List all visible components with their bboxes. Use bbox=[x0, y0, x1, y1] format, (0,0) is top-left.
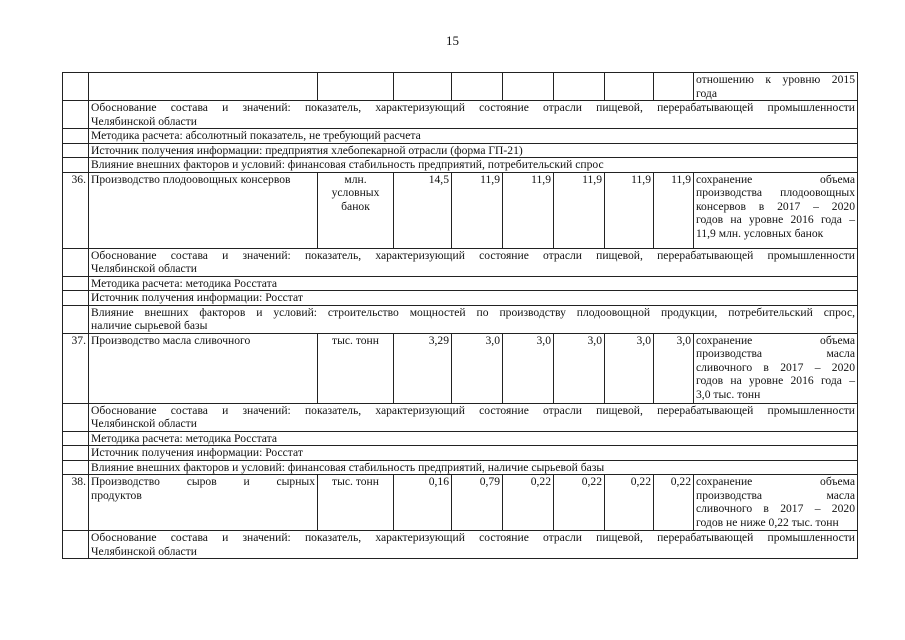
table-cell bbox=[654, 73, 694, 101]
source-text: Источник получения информации: предприятия хлебопекарной отрасли (форма ГП-21) bbox=[89, 143, 858, 158]
table-row bbox=[63, 333, 858, 403]
value-cell: 11,9 bbox=[452, 172, 503, 248]
unit: млн. условных банок bbox=[318, 172, 394, 248]
unit: тыс. тонн bbox=[318, 333, 394, 403]
source-text: Источник получения информации: Росстат bbox=[89, 291, 858, 306]
source-row bbox=[63, 143, 858, 158]
basis-row bbox=[63, 403, 858, 431]
value-cell: 0,22 bbox=[654, 475, 694, 531]
value-cell: 11,9 bbox=[554, 172, 605, 248]
row-number: 37. bbox=[63, 333, 89, 403]
table-cell bbox=[452, 73, 503, 101]
target-note: сохранение объема производства масла сливочного в 2017 – 2020 годов на уровне 2016 года – 3,0 тыс. тонн bbox=[694, 333, 858, 403]
value-cell: 3,0 bbox=[554, 333, 605, 403]
method-row bbox=[63, 129, 858, 144]
basis-row bbox=[63, 531, 858, 559]
indicator-name: Производство масла сливочного bbox=[89, 333, 318, 403]
note-line: года bbox=[696, 86, 717, 100]
table-cell bbox=[394, 73, 452, 101]
indicator-name: Производство плодоовощных консервов bbox=[89, 172, 318, 248]
table-cell bbox=[63, 73, 89, 101]
basis-row bbox=[63, 248, 858, 276]
value-cell: 14,5 bbox=[394, 172, 452, 248]
method-row bbox=[63, 431, 858, 446]
row-number: 36. bbox=[63, 172, 89, 248]
value-cell: 11,9 bbox=[605, 172, 654, 248]
continuation-row bbox=[63, 73, 858, 101]
factors-row bbox=[63, 305, 858, 333]
table-row bbox=[63, 172, 858, 248]
unit: тыс. тонн bbox=[318, 475, 394, 531]
method-text: Методика расчета: методика Росстата bbox=[89, 431, 858, 446]
factors-text: Влияние внешних факторов и условий: строительство мощностей по производству плодоовощной продукции, потребительский спрос, наличие сырьевой базы bbox=[89, 305, 858, 333]
value-cell: 0,22 bbox=[554, 475, 605, 531]
target-note bbox=[694, 73, 858, 101]
note-line: отношению к уровню 2015 bbox=[696, 73, 855, 86]
table-cell bbox=[89, 73, 318, 101]
table-cell bbox=[554, 73, 605, 101]
method-text: Методика расчета: абсолютный показатель, не требующий расчета bbox=[89, 129, 858, 144]
factors-row bbox=[63, 158, 858, 173]
basis-text: Обоснование состава и значений: показатель, характеризующий состояние отрасли пищевой, перерабатывающей промышленности Челябинской области bbox=[89, 403, 858, 431]
value-cell: 3,0 bbox=[503, 333, 554, 403]
factors-text: Влияние внешних факторов и условий: финансовая стабильность предприятий, наличие сырьевой базы bbox=[89, 460, 858, 475]
value-cell: 3,0 bbox=[654, 333, 694, 403]
value-cell: 11,9 bbox=[654, 172, 694, 248]
basis-text: Обоснование состава и значений: показатель, характеризующий состояние отрасли пищевой, перерабатывающей промышленности Челябинской области bbox=[89, 248, 858, 276]
indicator-name: Производство сыров и сырных продуктов bbox=[89, 475, 318, 531]
value-cell: 0,16 bbox=[394, 475, 452, 531]
value-cell: 3,0 bbox=[605, 333, 654, 403]
value-cell: 0,22 bbox=[503, 475, 554, 531]
method-row bbox=[63, 276, 858, 291]
source-text: Источник получения информации: Росстат bbox=[89, 446, 858, 461]
basis-text: Обоснование состава и значений: показатель, характеризующий состояние отрасли пищевой, перерабатывающей промышленности Челябинской области bbox=[89, 101, 858, 129]
value-cell: 0,79 bbox=[452, 475, 503, 531]
factors-text: Влияние внешних факторов и условий: финансовая стабильность предприятий, потребительский спрос bbox=[89, 158, 858, 173]
value-cell: 0,22 bbox=[605, 475, 654, 531]
table-cell bbox=[503, 73, 554, 101]
value-cell: 3,0 bbox=[452, 333, 503, 403]
table-cell bbox=[605, 73, 654, 101]
table-cell bbox=[318, 73, 394, 101]
value-cell: 3,29 bbox=[394, 333, 452, 403]
row-number: 38. bbox=[63, 475, 89, 531]
method-text: Методика расчета: методика Росстата bbox=[89, 276, 858, 291]
value-cell: 11,9 bbox=[503, 172, 554, 248]
target-note: сохранение объема производства масла сливочного в 2017 – 2020 годов не ниже 0,22 тыс. тонн bbox=[694, 475, 858, 531]
source-row bbox=[63, 446, 858, 461]
table-row bbox=[63, 475, 858, 531]
basis-text: Обоснование состава и значений: показатель, характеризующий состояние отрасли пищевой, перерабатывающей промышленности Челябинской области bbox=[89, 531, 858, 559]
indicators-table bbox=[62, 72, 858, 559]
factors-row bbox=[63, 460, 858, 475]
source-row bbox=[63, 291, 858, 306]
page-number: 15 bbox=[446, 33, 459, 48]
target-note: сохранение объема производства плодоовощных консервов в 2017 – 2020 годов на уровне 2016 года – 11,9 млн. условных банок bbox=[694, 172, 858, 248]
basis-row bbox=[63, 101, 858, 129]
